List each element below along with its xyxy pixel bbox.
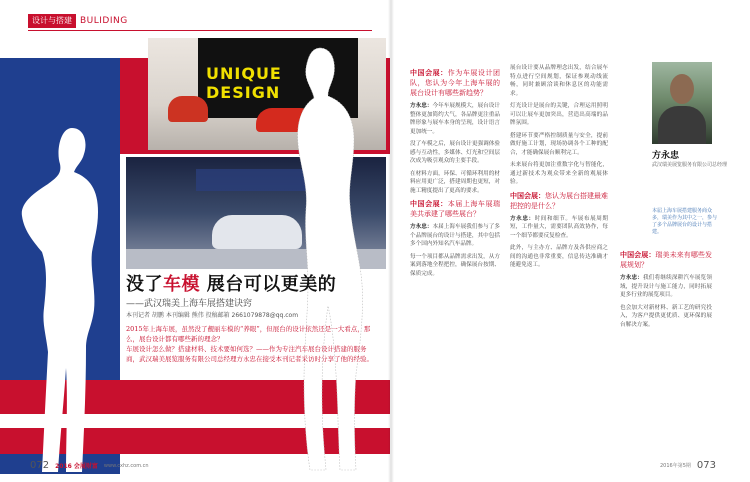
article-deck bbox=[126, 324, 374, 364]
article-headline: 没了车模 展台可以更美的 bbox=[126, 274, 337, 295]
interview-paragraph bbox=[620, 304, 712, 330]
section-tag bbox=[28, 14, 128, 28]
interview-paragraph bbox=[510, 161, 608, 187]
interview-question bbox=[410, 199, 500, 219]
portrait-head bbox=[670, 74, 694, 104]
paragraph-text: 灯光设计是展台的关键，合理运用照明可以让展车更加突出，营造出高端的品牌氛围。 bbox=[510, 103, 608, 126]
paragraph-text: 时间和细节。车展布展周期短，工作量大，需要团队高效协作，每一个细节都要反复检查。 bbox=[510, 215, 608, 239]
interviewee-title: 武汉瑞美展览服务有限公司总经理 bbox=[652, 162, 728, 168]
question-text: 作为车展设计团队，您认为今年上海车展的展台设计有哪些新趋势？ bbox=[410, 69, 501, 97]
paragraph-text: 今年车展规模大，展台设计整体更加简约大气，各品牌更注重品牌形象与展车本身的呈现，设计语言更加统一。 bbox=[410, 103, 500, 135]
model-silhouette-right bbox=[284, 44, 394, 474]
interview-paragraph bbox=[410, 253, 500, 279]
paragraph-text: 本届上海车展我们参与了多个品牌展台的设计与搭建，其中包括多个国内外知名汽车品牌。 bbox=[410, 224, 500, 247]
question-label: 中国会展： bbox=[510, 190, 545, 200]
question-text: 您认为展台搭建最难把控的是什么？ bbox=[510, 191, 608, 210]
paragraph-text: 未来展台将更加注重数字化与智能化，通过新技术为观众带来全新的观展体验。 bbox=[510, 162, 608, 185]
page-number-left: 072 bbox=[30, 460, 50, 471]
article-column-2 bbox=[510, 64, 608, 274]
interview-paragraph bbox=[510, 132, 608, 158]
issue-label: 2016年第5期 bbox=[660, 463, 691, 469]
page-gutter bbox=[388, 0, 394, 482]
interview-paragraph bbox=[510, 64, 608, 98]
interview-paragraph bbox=[410, 102, 500, 136]
interviewee-name: 方永忠 bbox=[652, 151, 680, 161]
interview-paragraph bbox=[410, 140, 500, 166]
speaker-label: 方永忠： bbox=[410, 224, 433, 230]
interview-paragraph bbox=[410, 223, 500, 249]
photo-sign-text: UNIQUE DESIGN bbox=[206, 64, 282, 102]
footer-right bbox=[660, 460, 716, 471]
paragraph-text: 我们将继续深耕汽车展览领域，提升设计与施工能力，同时拓展更多行业的展览项目。 bbox=[620, 275, 712, 298]
paragraph-text: 每一个项目都从品牌需求出发，从方案到落地全程把控，确保展台按期、保质完成。 bbox=[410, 253, 500, 277]
article-subheadline: ——武汉瑞美上海车展搭建诀窍 bbox=[126, 299, 253, 309]
paragraph-text: 此外，与主办方、品牌方及各供应商之间的沟通也非常重要，信息传达准确才能避免返工。 bbox=[510, 245, 608, 268]
magazine-url: www.cxhz.com.cn bbox=[103, 462, 149, 469]
footer-left bbox=[30, 460, 149, 471]
question-label: 中国会展： bbox=[620, 250, 656, 259]
portrait-body bbox=[658, 106, 706, 144]
speaker-label: 方永忠： bbox=[620, 275, 644, 281]
question-text: 本届上海车展瑞美共承建了哪些展台？ bbox=[410, 200, 501, 218]
interview-paragraph bbox=[510, 215, 608, 241]
question-label: 中国会展： bbox=[410, 68, 448, 77]
section-label-en: BULIDING bbox=[80, 16, 128, 26]
interview-question bbox=[510, 191, 608, 211]
model-silhouette-left bbox=[2, 120, 122, 480]
interview-question bbox=[410, 68, 500, 98]
question-label: 中国会展： bbox=[410, 199, 448, 208]
speaker-label: 方永忠： bbox=[410, 103, 433, 109]
interview-paragraph bbox=[510, 102, 608, 128]
section-label-cn: 设计与搭建 bbox=[28, 14, 76, 28]
speaker-label: 方永忠： bbox=[510, 215, 535, 222]
article-column-3 bbox=[620, 246, 712, 333]
interview-paragraph bbox=[510, 244, 608, 270]
interview-paragraph bbox=[410, 170, 500, 196]
author-line: 本刊记者 胡鹏 本刊编辑 熊伟 投稿邮箱 2661079878@qq.com bbox=[126, 312, 299, 319]
paragraph-text: 在材料方面，环保、可循环利用的材料应用更广泛，搭建周期也更短，对施工精度提出了更高的要求。 bbox=[410, 170, 500, 194]
page-number-right: 073 bbox=[696, 460, 716, 471]
interview-question bbox=[620, 250, 712, 270]
interviewee-note: 本届上海车展搭建服务商众多，瑞美作为其中之一，参与了多个品牌展台的设计与搭建。 bbox=[652, 208, 718, 235]
section-rule bbox=[28, 30, 372, 31]
paragraph-text: 没了车模之后，展台设计更强调体验感与互动性，多媒体、灯光和空间层次成为吸引观众的主要手段。 bbox=[410, 141, 500, 164]
interview-paragraph bbox=[620, 274, 712, 300]
paragraph-text: 展台设计要从品牌理念出发，结合展车特点进行空间规划，保证参观动线流畅，同时兼顾洽谈和休息区的功能需求。 bbox=[510, 65, 608, 97]
article-column-1 bbox=[410, 64, 500, 282]
magazine-brand: 2016 会展财富 bbox=[55, 463, 98, 470]
interviewee-portrait bbox=[652, 62, 712, 144]
paragraph-text: 搭建环节要严格控制质量与安全，提前做好施工计划，现场协调各个工种的配合，才能确保展台顺利完工。 bbox=[510, 132, 608, 156]
deck-paragraph: 2015年上海车展，虽然没了靓丽车模的“养眼”，但展台的设计依然还是一大看点，那么，展台设计都有哪些新的理念？ bbox=[126, 325, 371, 343]
deck-paragraph: 车展设计怎么做？搭建材料、技术要如何选？——作为专注汽车展台设计搭建的服务商，武汉瑞美展览服务有限公司总经理方永忠在接受本刊记者采访时分享了他的经验。 bbox=[126, 345, 373, 363]
paragraph-text: 也会加大对新材料、新工艺的研究投入，为客户提供更优质、更环保的展台解决方案。 bbox=[620, 304, 712, 328]
question-text: 瑞美未来有哪些发展规划？ bbox=[620, 251, 713, 269]
photo-car bbox=[168, 96, 208, 122]
